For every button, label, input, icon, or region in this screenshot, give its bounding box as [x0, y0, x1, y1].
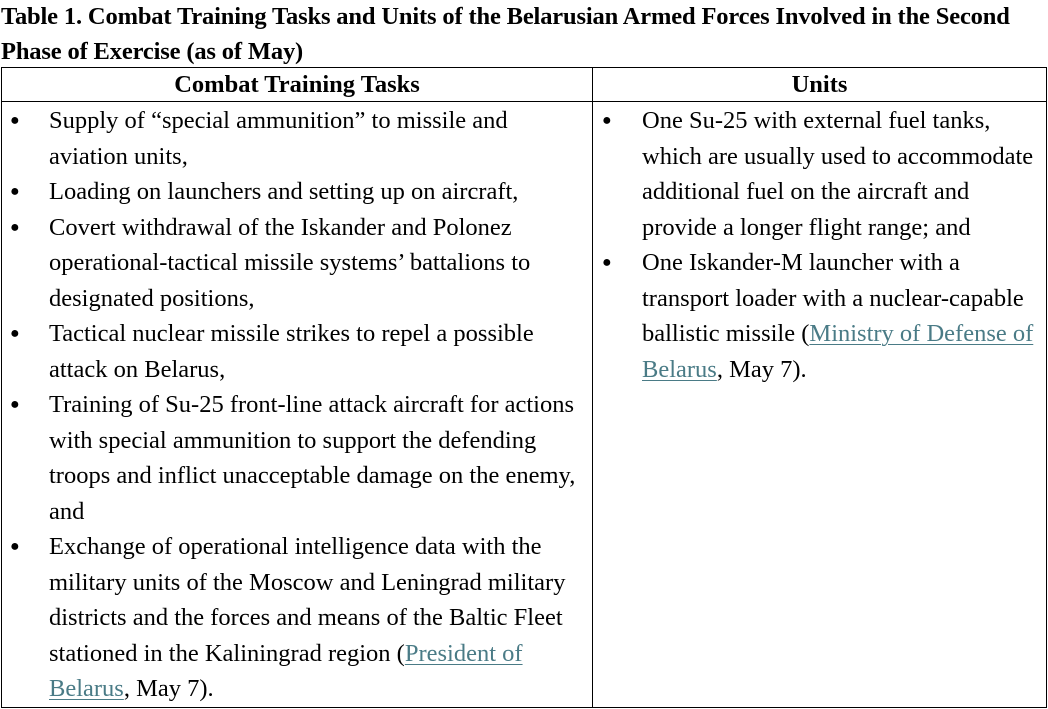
bullet-icon: ● [10, 325, 20, 342]
task-text: Tactical nuclear missile strikes to repel a possible attack on Belarus, [49, 320, 534, 383]
unit-text: One Su-25 with external fuel tanks, which are usually used to accommodate additional fuel on the aircraft and provide a longer flight range; and [642, 107, 1034, 241]
table-header-row [2, 68, 1047, 102]
bullet-icon: ● [10, 538, 20, 555]
combat-training-table [1, 67, 1047, 708]
list-item [2, 316, 592, 387]
bullet-icon: ● [602, 112, 612, 129]
bullet-icon: ● [10, 183, 20, 200]
bullet-icon: ● [10, 112, 20, 129]
tasks-cell [2, 102, 593, 708]
list-item [2, 174, 592, 210]
list-item [593, 103, 1046, 245]
list-item [2, 387, 592, 529]
header-units: Units [593, 68, 1047, 102]
task-text: Training of Su-25 front-line attack aircraft for actions with special ammunition to support the defending troops and inflict unacceptable damage on the enemy, and [49, 391, 576, 525]
list-item [2, 529, 592, 707]
tasks-list [2, 102, 592, 707]
bullet-icon: ● [602, 254, 612, 271]
unit-text: One Iskander-M launcher with a transport loader with a nuclear-capable ballistic missile ( [642, 249, 1024, 347]
unit-citation-suffix: , May 7). [716, 355, 807, 383]
bullet-icon: ● [10, 218, 20, 236]
header-combat-training-tasks: Combat Training Tasks [2, 68, 593, 102]
task-text: Supply of “special ammunition” to missile and aviation units, [49, 107, 508, 170]
ministry-of-defense-link[interactable]: Ministry of Defense of Belarus [642, 320, 1034, 383]
task-text: Exchange of operational intelligence data with the military units of the Moscow and Leningrad military districts and the forces and means of the Baltic Fleet stationed in the Kaliningrad region ( [49, 533, 566, 667]
task-text: Covert withdrawal of the Iskander and Polonez operational-tactical missile systems’ battalions to designated positions, [49, 213, 531, 312]
table-body-row [2, 102, 1047, 708]
units-cell [593, 102, 1047, 708]
list-item [2, 210, 592, 317]
task-citation-suffix: , May 7). [123, 675, 214, 702]
president-of-belarus-link[interactable]: President of Belarus [49, 639, 523, 702]
bullet-icon: ● [10, 396, 20, 413]
task-text: Loading on launchers and setting up on aircraft, [49, 178, 519, 205]
list-item [593, 245, 1046, 387]
units-list [593, 102, 1046, 387]
table-caption: Table 1. Combat Training Tasks and Units of the Belarusian Armed Forces Involved in the Second Phase of Exercise (as of May) [1, 3, 1010, 65]
list-item [2, 103, 592, 174]
